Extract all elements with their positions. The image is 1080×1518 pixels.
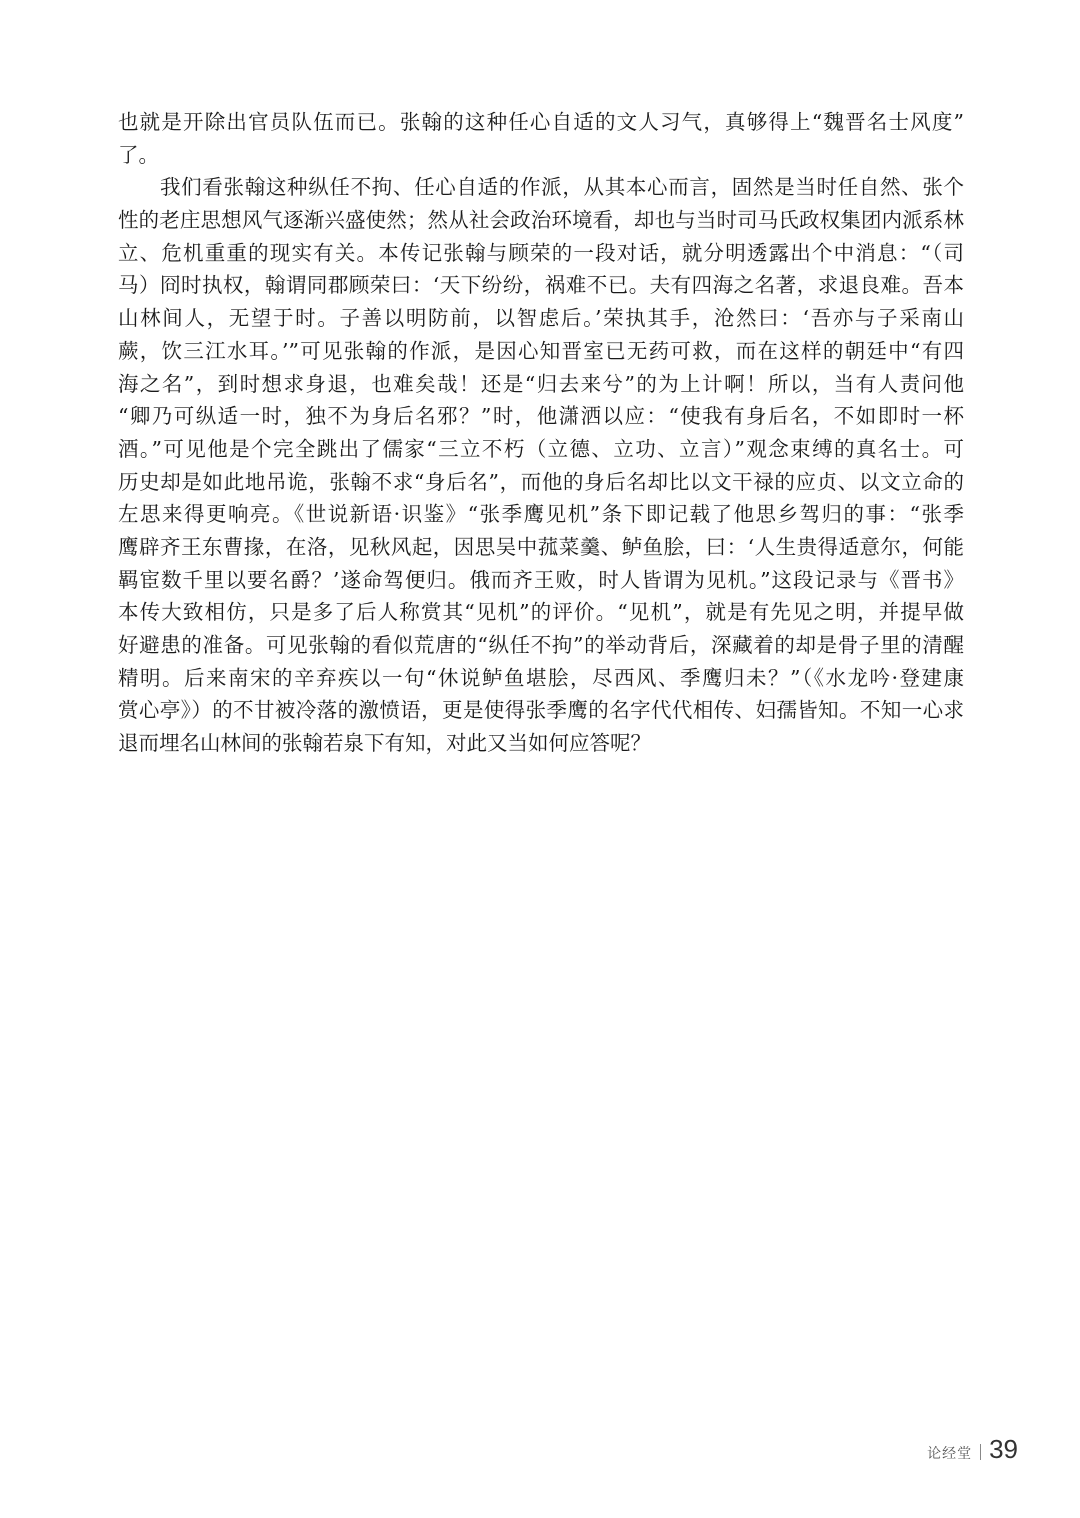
text-line: 本传大致相仿，只是多了后人称赏其“见机”的评价。“见机”，就是有先见之明，并提早做: [118, 600, 964, 625]
footer-divider: [980, 1444, 981, 1460]
paragraph: [118, 171, 964, 759]
text-line: 性的老庄思想风气逐渐兴盛使然；然从社会政治环境看，却也与当时司马氏政权集团内派系林: [118, 208, 964, 233]
page-footer: [927, 1434, 1018, 1465]
text-line: 历史却是如此地吊诡，张翰不求“身后名”，而他的身后名却比以文干禄的应贞、以文立命的: [118, 469, 964, 494]
text-line: 酒。”可见他是个完全跳出了儒家“三立不朽（立德、立功、立言）”观念束缚的真名士。可: [118, 436, 964, 461]
text-line: 精明。后来南宋的辛弃疾以一句“休说鲈鱼堪脍，尽西风、季鹰归未？”（《水龙吟·登建康: [118, 665, 964, 690]
page-number: 39: [989, 1434, 1018, 1464]
text-line: 羁宦数千里以要名爵？’遂命驾便归。俄而齐王败，时人皆谓为见机。”这段记录与《晋书》: [118, 567, 964, 592]
text-line: 赏心亭》）的不甘被冷落的激愤语，更是使得张季鹰的名字代代相传、妇孺皆知。不知一心求: [118, 698, 964, 723]
text-line: 马）冏时执权，翰谓同郡顾荣曰：‘天下纷纷，祸难不已。夫有四海之名著，求退良难。吾本: [118, 273, 964, 298]
text-line: 退而埋名山林间的张翰若泉下有知，对此又当如何应答呢？: [118, 731, 651, 756]
text-line: 我们看张翰这种纵任不拘、任心自适的作派，从其本心而言，固然是当时任自然、张个: [160, 175, 964, 200]
paragraph: [118, 106, 964, 171]
text-line: 立、危机重重的现实有关。本传记张翰与顾荣的一段对话，就分明透露出个中消息：“（司: [118, 240, 964, 265]
text-line: 蕨，饮三江水耳。’”可见张翰的作派，是因心知晋室已无药可救，而在这样的朝廷中“有四: [118, 338, 964, 363]
text-line: 好避患的准备。可见张翰的看似荒唐的“纵任不拘”的举动背后，深藏着的却是骨子里的清醒: [118, 633, 964, 657]
text-line: 了。: [118, 142, 159, 167]
text-line: “卿乃可纵适一时，独不为身后名邪？”时，他潇洒以应：“使我有身后名，不如即时一杯: [118, 404, 964, 429]
text-line: 鹰辟齐王东曹掾，在洛，见秋风起，因思吴中菰菜羹、鲈鱼脍，曰：‘人生贵得适意尔，何能: [118, 534, 964, 559]
text-line: 左思来得更响亮。《世说新语·识鉴》“张季鹰见机”条下即记载了他思乡驾归的事：“张季: [118, 502, 964, 527]
text-line: 山林间人，无望于时。子善以明防前，以智虑后。’荣执其手，沧然曰：‘吾亦与子采南山: [118, 306, 964, 331]
article-body: [118, 106, 964, 760]
publication-name: 论经堂: [927, 1446, 973, 1462]
text-line: 海之名”，到时想求身退，也难矣哉！还是“归去来兮”的为上计啊！所以，当有人责问他: [118, 371, 964, 396]
text-line: 也就是开除出官员队伍而已。张翰的这种任心自适的文人习气，真够得上“魏晋名士风度”: [118, 110, 964, 134]
